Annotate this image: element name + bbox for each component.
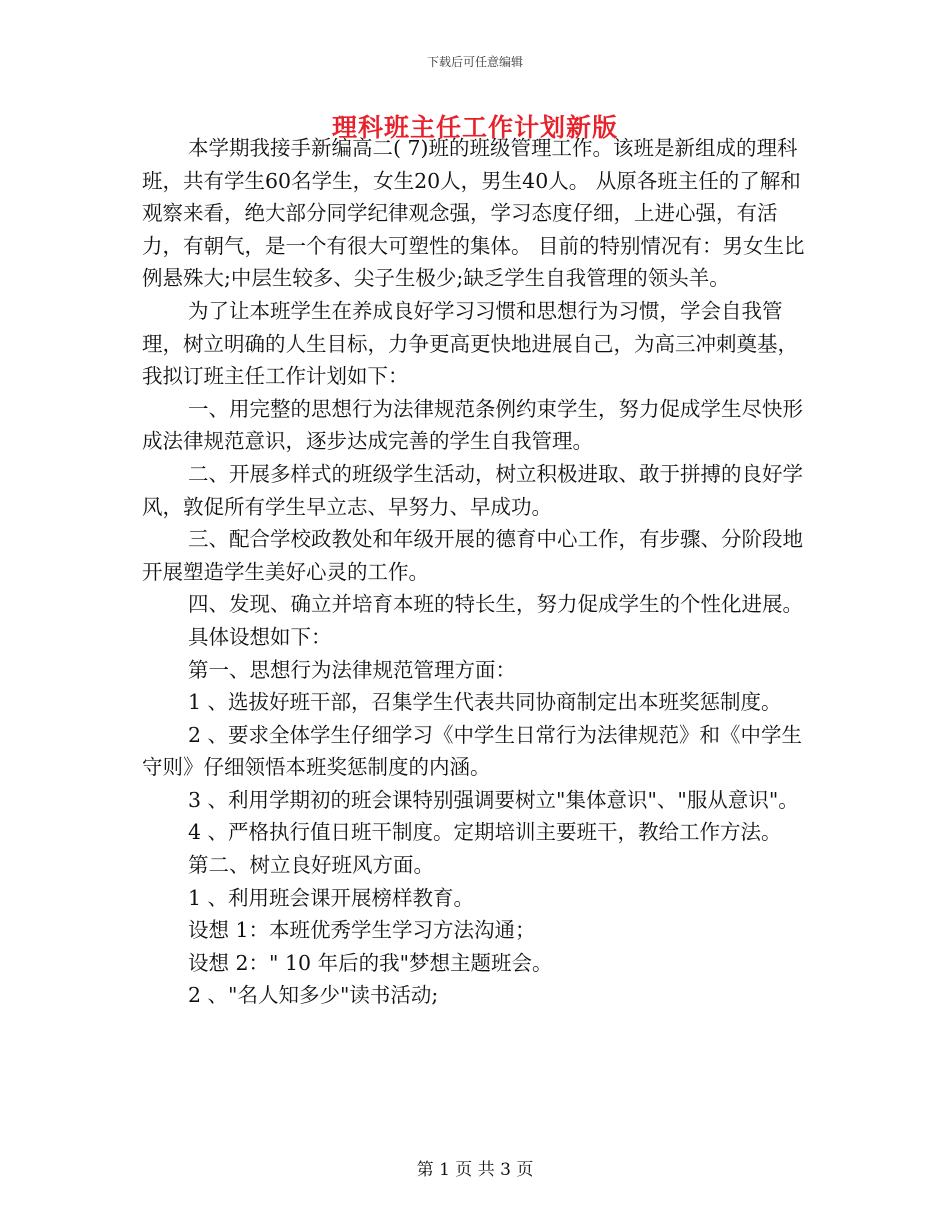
document-body — [142, 132, 812, 1012]
paragraph: 1 、利用班会课开展榜样教育。 — [188, 885, 475, 910]
paragraph: 第二、树立良好班风方面。 — [188, 853, 434, 878]
document-title: 理科班主任工作计划新版 — [331, 113, 618, 142]
paragraph: 2 、要求全体学生仔细学习《中学生日常行为法律规范》和《中学生守则》仔细领悟本班奖惩制度的内涵。 — [142, 722, 803, 780]
paragraph: 第一、思想行为法律规范管理方面： — [188, 657, 516, 682]
paragraph: 3 、利用学期初的班会课特别强调要树立"集体意识"、"服从意识"。 — [188, 787, 799, 812]
paragraph: 一、用完整的思想行为法律规范条例约束学生，努力促成学生尽快形成法律规范意识，逐步达成完善的学生自我管理。 — [142, 396, 803, 454]
paragraph: 4 、严格执行值日班干制度。定期培训主要班干，教给工作方法。 — [188, 820, 782, 845]
header-note: 下载后可任意编辑 — [426, 55, 523, 69]
paragraph: 1 、选拔好班干部，召集学生代表共同协商制定出本班奖惩制度。 — [188, 690, 782, 715]
paragraph: 本学期我接手新编高二( 7)班的班级管理工作。该班是新组成的理科班，共有学生60名学生，女生20人，男生40人。 从原各班主任的了解和观察来看，绝大部分同学纪律观念强，学习态度仔细，上进心强，有活力，有朝气，是一个有很大可塑性的集体。 目前的特别情况有：男女生比例悬殊大;中层生较多、尖子生极少;缺乏学生自我管理的领头羊。 — [142, 136, 805, 291]
paragraph: 三、配合学校政教处和年级开展的德育中心工作，有步骤、分阶段地开展塑造学生美好心灵的工作。 — [142, 527, 803, 584]
paragraph: 四、发现、确立并培育本班的特长生，努力促成学生的个性化进展。 — [188, 592, 803, 617]
paragraph: 设想 1：本班优秀学生学习方法沟通； — [188, 918, 536, 943]
paragraph: 具体设想如下： — [188, 624, 332, 649]
page-number: 第 1 页 共 3 页 — [416, 1160, 534, 1180]
paragraph: 设想 2：" 10 年后的我"梦想主题班会。 — [188, 950, 553, 975]
paragraph: 为了让本班学生在养成良好学习习惯和思想行为习惯，学会自我管理，树立明确的人生目标，力争更高更快地进展自己，为高三冲刺奠基，我拟订班主任工作计划如下： — [142, 298, 798, 389]
paragraph: 二、开展多样式的班级学生活动，树立积极进取、敢于拼搏的良好学风，敦促所有学生早立志、早努力、早成功。 — [142, 461, 803, 519]
paragraph: 2 、"名人知多少"读书活动; — [188, 983, 439, 1008]
